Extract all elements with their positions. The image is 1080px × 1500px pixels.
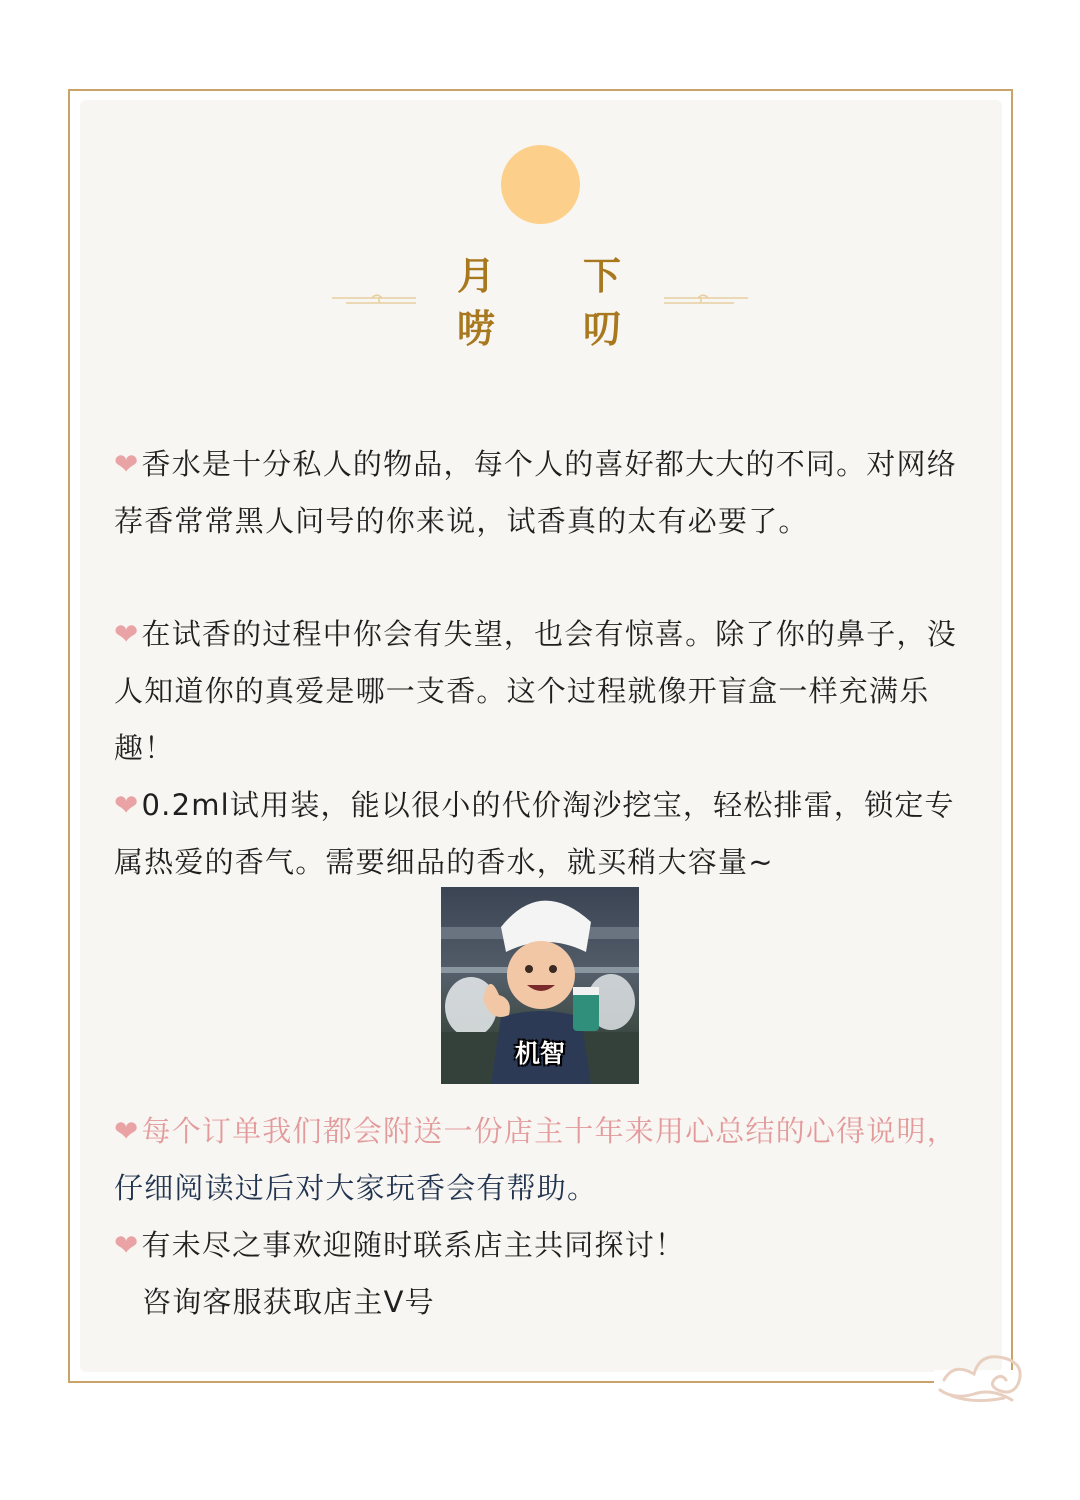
paragraph — [114, 1103, 974, 1217]
meme-image — [441, 887, 639, 1084]
heart-icon: ❤ — [114, 447, 140, 481]
cloud-line-ornament-icon — [664, 292, 748, 308]
auspicious-cloud-icon — [934, 1340, 1036, 1406]
paragraph-text: 在试香的过程中你会有失望，也会有惊喜。除了你的鼻子，没人知道你的真爱是哪一支香。这个过程就像开盲盒一样充满乐趣！ — [114, 617, 957, 765]
paragraph-text: 香水是十分私人的物品，每个人的喜好都大大的不同。对网络荐香常常黑人问号的你来说，试香真的太有必要了。 — [114, 447, 957, 538]
paragraph-text-highlight: 每个订单我们都会附送一份店主十年来用心总结的心得说明， — [141, 1114, 957, 1148]
paragraph-text: 0.2ml试用装，能以很小的代价淘沙挖宝，轻松排雷，锁定专属热爱的香气。需要细品的香水，就买稍大容量~ — [114, 788, 955, 879]
cloud-line-ornament-icon — [332, 292, 416, 308]
paragraph — [114, 777, 974, 891]
heart-icon: ❤ — [114, 788, 140, 822]
title-char: 月 — [456, 254, 495, 298]
paragraph-text: 仔细阅读过后对大家玩香会有帮助。 — [114, 1171, 598, 1205]
moon-icon — [501, 145, 580, 224]
title-char: 叨 — [582, 307, 621, 351]
paragraph — [114, 606, 974, 777]
heart-icon: ❤ — [114, 617, 140, 651]
paragraph-text: 有未尽之事欢迎随时联系店主共同探讨！ — [141, 1228, 686, 1262]
title-char: 下 — [582, 254, 621, 298]
contact-note: 咨询客服获取店主V号 — [142, 1285, 435, 1319]
heart-icon: ❤ — [114, 1114, 140, 1148]
meme-caption: 机智 — [514, 1039, 565, 1068]
paragraph — [114, 436, 974, 550]
paragraph — [114, 1217, 974, 1274]
title-char: 唠 — [456, 307, 495, 351]
heart-icon: ❤ — [114, 1228, 140, 1262]
